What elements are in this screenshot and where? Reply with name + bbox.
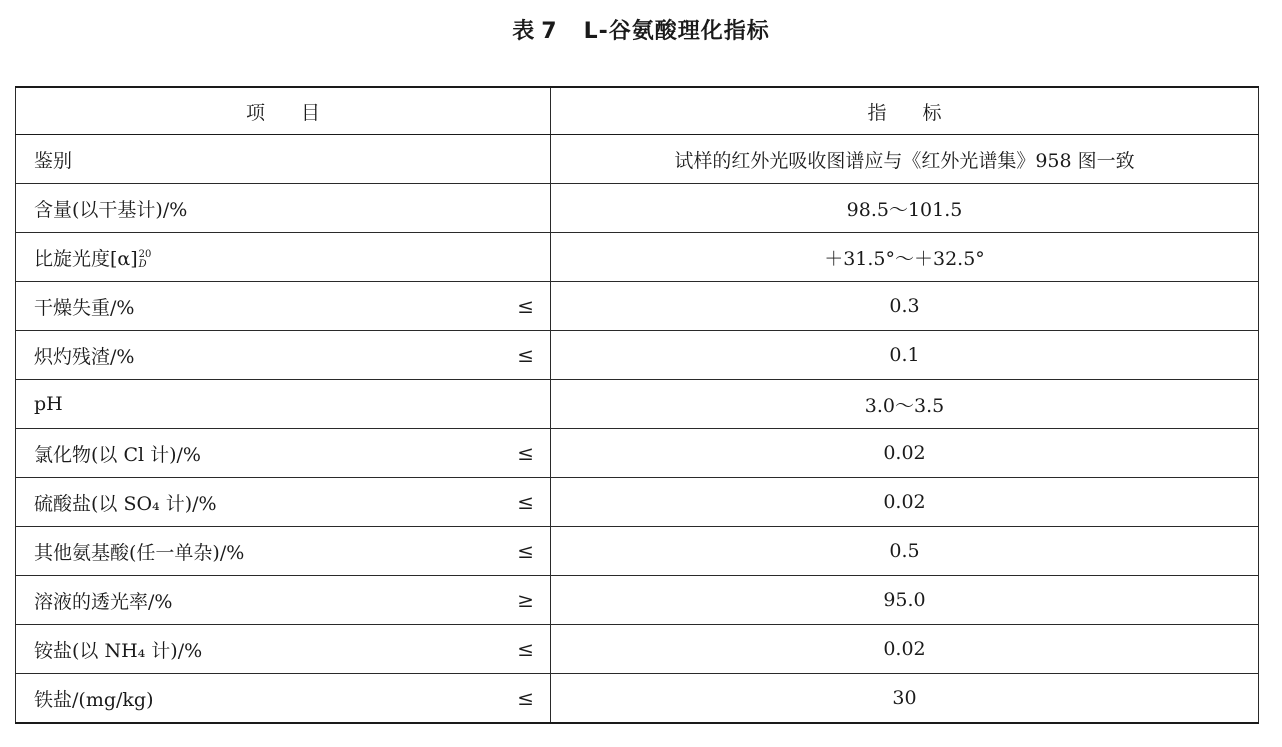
row-item-label: 硫酸盐(以 SO₄ 计)/%: [34, 492, 217, 515]
row-limit-symbol: ≤: [517, 490, 534, 514]
row-item-label: 其他氨基酸(任一单杂)/%: [34, 541, 245, 564]
table-row: [16, 576, 1259, 625]
table-row: [16, 527, 1259, 576]
spec-table: [15, 86, 1259, 724]
row-item: [16, 429, 551, 478]
row-item-label: 氯化物(以 Cl 计)/%: [34, 443, 201, 466]
row-item-label: 炽灼残渣/%: [34, 345, 135, 368]
row-item-superscript: 20: [138, 248, 152, 260]
row-item-label: 干燥失重/%: [34, 296, 135, 319]
row-value: 0.02: [551, 478, 1259, 527]
table-title-text: L-谷氨酸理化指标: [583, 19, 770, 44]
table-title-number: 7: [541, 19, 558, 44]
row-value: ＋31.5°～＋32.5°: [551, 233, 1259, 282]
row-limit-symbol: ≤: [517, 294, 534, 318]
table-title: [0, 14, 1282, 45]
row-item: [16, 625, 551, 674]
row-limit-symbol: ≥: [517, 588, 534, 612]
header-spec: 指标: [551, 87, 1259, 135]
row-value: 0.02: [551, 625, 1259, 674]
row-item: [16, 576, 551, 625]
row-limit-symbol: ≤: [517, 637, 534, 661]
row-value: 试样的红外光吸收图谱应与《红外光谱集》958 图一致: [551, 135, 1259, 184]
row-item: [16, 331, 551, 380]
row-item-label: 铁盐/(mg/kg): [34, 688, 154, 711]
row-item-label: 比旋光度[α]: [34, 247, 138, 270]
row-item-label: 含量(以干基计)/%: [34, 198, 188, 221]
table-title-prefix: 表: [512, 19, 536, 44]
header-row: [16, 87, 1259, 135]
table-row: [16, 233, 1259, 282]
table-row: [16, 429, 1259, 478]
row-value: 0.1: [551, 331, 1259, 380]
table-row: [16, 380, 1259, 429]
row-item: [16, 478, 551, 527]
table-row: [16, 478, 1259, 527]
row-value: 0.5: [551, 527, 1259, 576]
table-row: [16, 674, 1259, 724]
row-item: [16, 527, 551, 576]
row-item-label: pH: [34, 393, 63, 415]
row-value: 98.5～101.5: [551, 184, 1259, 233]
row-value: 0.02: [551, 429, 1259, 478]
row-item: [16, 135, 551, 184]
row-limit-symbol: ≤: [517, 441, 534, 465]
row-item: [16, 233, 551, 282]
row-item-label: 铵盐(以 NH₄ 计)/%: [34, 639, 203, 662]
row-item: [16, 184, 551, 233]
table-row: [16, 625, 1259, 674]
row-value: 95.0: [551, 576, 1259, 625]
row-item-label: 溶液的透光率/%: [34, 590, 173, 613]
row-value: 3.0～3.5: [551, 380, 1259, 429]
row-value: 30: [551, 674, 1259, 724]
header-item: 项目: [16, 87, 551, 135]
row-item-label: 鉴别: [34, 149, 73, 172]
table-row: [16, 184, 1259, 233]
table-row: [16, 135, 1259, 184]
table-row: [16, 331, 1259, 380]
row-limit-symbol: ≤: [517, 686, 534, 710]
row-item: [16, 380, 551, 429]
row-value: 0.3: [551, 282, 1259, 331]
table-row: [16, 282, 1259, 331]
row-item: [16, 282, 551, 331]
row-limit-symbol: ≤: [517, 343, 534, 367]
row-item-subscript: D: [138, 258, 147, 270]
row-limit-symbol: ≤: [517, 539, 534, 563]
row-item: [16, 674, 551, 724]
